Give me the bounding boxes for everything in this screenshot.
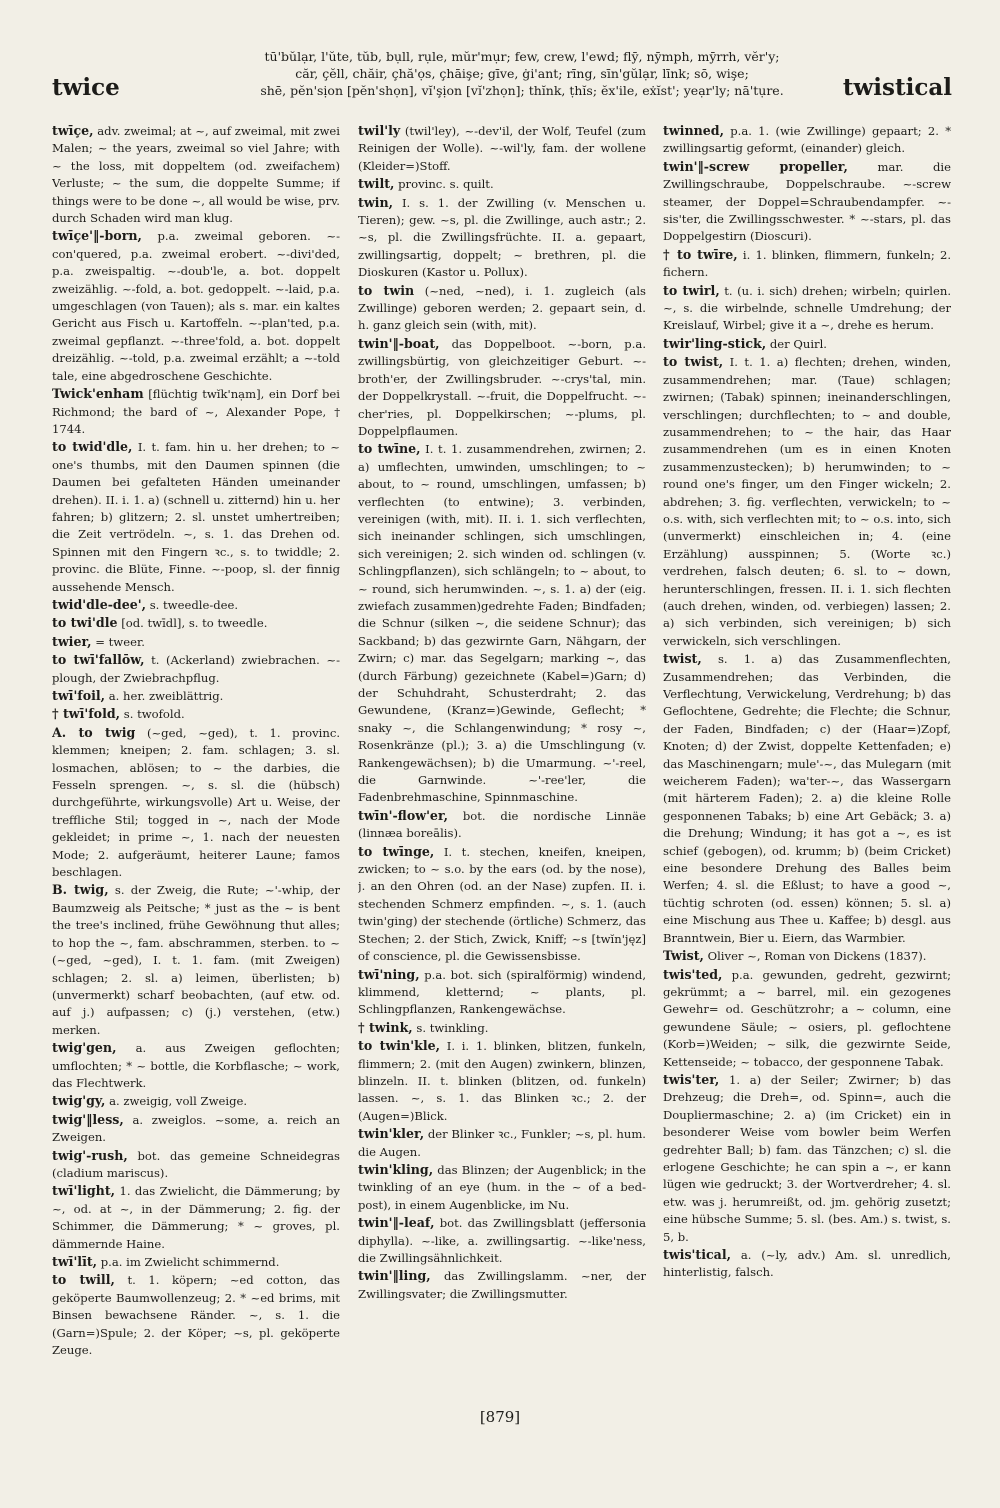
entry-text: (twil'ley), ~-dev'il, der Wolf, Teufel (zum Reinigen der Wolle). ~-wil'ly, fam. der wollene (Kleider=)Stoff. xyxy=(358,124,646,173)
headword: twid'dle-dee', xyxy=(52,596,147,612)
headword: twinned, xyxy=(663,123,724,138)
entry-text: a. zweigig, voll Zweige. xyxy=(109,1094,248,1109)
dictionary-entry xyxy=(358,1019,646,1037)
entry-text: I. t. 1. zusammendrehen, zwirnen; 2. a) umflechten, umwinden, umschlingen; to ~ about, to ~ round, umschlingen, umfassen; b) verflechten (to entwine); 3. verbinden, vereinigen (with, mit). II. i. 1. sich verflechten, sich ineinander schlingen, sich umschlingen, sich vereinigen; 2. sich winden od. schlingen (v. Schlingpflanzen), sich schlängeln; to ~ about, to ~ round, sich herumwinden. ~, s. 1. a) der (eig. zwiefach zusammen)gedrehte Faden; Bindfaden; die Schnur (silken ~, die seidene Schnur); das Sackband; b) das gezwirnte Garn, Nähgarn, der Zwirn; c) mar. das Segelgarn; marking ~, das (durch Färbung) gezeichnete (Kabel=)Garn; d) der Schuhdraht, Schusterdraht; 2. das Gewundene, (Kranz=)Gewinde, Geflecht; * snaky ~, die Schlangenwindung; * rosy ~, Rosenkränze (pl.); 3. a) die Umschlingung (v. Rankengewächsen); b) die Umarmung. ~'-reel, die Garnwinde. ~'-ree'ler, die Fadenbrehmaschine, Spinnmaschine. xyxy=(358,442,646,805)
headword: to twīnge, xyxy=(358,843,435,859)
dictionary-entry xyxy=(663,282,951,335)
entry-text: p.a. 1. (wie Zwillinge) gepaart; 2. * zwillingsartig geformt, (einander) gleich. xyxy=(663,124,951,156)
entry-text: bot. das Zwillingsblatt (jeffersonia diphylla). ~-like, a. zwillingsartig. ~-like'ness, die Zwillingsähnlichkeit. xyxy=(358,1216,646,1265)
dictionary-entry xyxy=(52,633,340,651)
entry-text: a. zweiglos. ~some, a. reich an Zweigen. xyxy=(52,1112,340,1145)
right-guide-word: twistical xyxy=(842,74,952,101)
entry-text: 1. a) der Seiler; Zwirner; b) das Drehzeug; die Dreh=, od. Spinn=, auch die Doupliermaschine; 2. a) (im Cricket) ein in besonderer Weise vom bowler beim Werfen gedrehter Ball; b) fam. das Tänzchen; c) sl. die erlogene Geschichte; he can spin a ~, er kann lügen wie gedruckt; 3. der Wortverdreher; 4. sl. etw. was j. herumreißt, od. jm. gehörig zusetzt; eine hübsche Summe; 5. sl. (bes. Am.) s. twist, s. 5, b. xyxy=(663,1072,951,1244)
headword: twig'gen, xyxy=(52,1040,117,1056)
dictionary-entry xyxy=(358,1125,646,1161)
entry-text: I. i. 1. blinken, blitzen, funkeln, flimmern; 2. (mit den Augen) zwinkern, blinzen, blinzeln. II. t. blinken (blitzen, od. funkeln) lassen. ~, s. 1. das Blinken ꝛc.; 2. der (Augen=)Blick. xyxy=(358,1039,646,1123)
headword: twin'kling, xyxy=(358,1161,434,1177)
headword: twī'līt, xyxy=(52,1254,98,1269)
dictionary-entry xyxy=(663,158,951,246)
dictionary-entry xyxy=(52,227,340,385)
pronunciation-key xyxy=(202,48,842,99)
headword: to twin'kle, xyxy=(358,1038,440,1054)
entry-text: p.a. im Zwielicht schimmernd. xyxy=(100,1255,280,1269)
entry-text: a. her. zweiblättrig. xyxy=(108,689,224,703)
headword: † twink, xyxy=(358,1019,413,1035)
dictionary-entry xyxy=(358,1037,646,1125)
pronunciation-key-line: shē, pĕn'sịon [pĕn'shọn], vĭ'şịon [vĭ'zhọn]; thĭnk, ṭhĭs; ĕx'ile, eẋĭst'; yeạr'ly; nā'tụre. xyxy=(260,83,784,98)
headword: to twirl, xyxy=(663,282,720,298)
entry-text: = tweer. xyxy=(95,634,145,649)
entry-text: der Quirl. xyxy=(769,336,827,351)
headword: to twin xyxy=(358,282,415,298)
headword: twis'tical, xyxy=(663,1247,731,1262)
dictionary-entry xyxy=(52,438,340,596)
headword: twī'foil, xyxy=(52,688,106,703)
dictionary-entry xyxy=(52,1039,340,1092)
entry-text: t. (u. i. sich) drehen; wirbeln; quirlen. ~, s. die wirbelnde, schnelle Umdrehung; der Kreislauf, Wirbel; give it a ~, drehe es herum. xyxy=(663,283,951,333)
headword: twin'‖-boat, xyxy=(358,335,440,351)
entry-text: s. 1. a) das Zusammenflechten, Zusammendrehen; das Verbinden, die Verflechtung, Verwickelung, Verdrehung; b) das Geflochtene, Gedrehte; die Flechte; die Schnur, der Faden, Bindfaden; c) der (Haar=)Zopf, Knoten; d) der Zwist, doppelte Kettenfaden; e) das Maschinengarn; mule'-~, das Mulegarn (mit weicherem Faden); wa'ter-~, das Wassergarn (mit härterem Faden); 2. a) die kleine Rolle gesponnenen Tabaks; b) eine Art Gebäck; 3. a) die Drehung; Windung; it has got a ~, es ist schief (gebogen), od. krumm; b) (beim Cricket) eine besondere Drehung des Balles beim Werfen; 4. sl. die Eßlust; to have a good ~, tüchtig schroten (od. essen) können; 5. sl. a) eine Mischung aus Thee u. Kaffee; b) desgl. aus Branntwein, Bier u. Eiern, das Warmbier. xyxy=(663,652,951,945)
page-header xyxy=(52,48,952,108)
headword: twīçe, xyxy=(52,123,94,138)
entry-text: p.a. zweimal geboren. ~-con'quered, p.a. zweimal erobert. ~-divi'ded, p.a. zweispaltig. ~-doub'le, a. bot. doppelt zweizählig. ~-fold, a. bot. gedoppelt. ~-laid, p.a. umgeschlagen (von Tauen); als s. mar. ein kaltes Gericht aus Fisch u. Kartoffeln. ~-plan'ted, p.a. zweimal gepflanzt. ~-three'fold, a. bot. doppelt dreizählig. ~-told, p.a. zweimal erzählt; a ~-told tale, eine abgedroschene Geschichte. xyxy=(52,229,340,383)
dictionary-entry xyxy=(663,1246,951,1282)
entry-text: das Zwillingslamm. ~ner, der Zwillingsvater; die Zwillingsmutter. xyxy=(358,1269,646,1301)
headword: twist, xyxy=(663,651,702,667)
headword: twir'ling-stick, xyxy=(663,335,767,351)
dictionary-entry xyxy=(358,1161,646,1214)
dictionary-entry xyxy=(663,966,951,1071)
entry-text: provinc. s. quilt. xyxy=(398,177,494,192)
headword: twin'‖ling, xyxy=(358,1268,431,1284)
entry-text: mar. die Zwillingschraube, Doppelschraube. ~-screw steamer, der Doppel=Schraubendampfer. ~-sis'ter, die Zwillingsschwester. * ~-stars, pl. das Doppelgestirn (Dioscuri). xyxy=(663,159,951,244)
headword: Twick'enham xyxy=(52,386,144,402)
dictionary-entry xyxy=(358,966,646,1019)
dictionary-entry xyxy=(52,724,340,882)
dictionary-entry xyxy=(663,122,951,158)
dictionary-entry xyxy=(52,596,340,614)
entry-text: s. twofold. xyxy=(123,707,185,722)
pronunciation-key-line: tū'bŭlạr, l'ŭte, tŭb, bụll, rụle, mŭr'mụr; few, crew, l'ewd; flȳ, nȳmph, mȳrrh, vĕr'y; xyxy=(264,49,780,64)
dictionary-entry xyxy=(663,650,951,947)
headword: to twi'dle xyxy=(52,615,118,631)
headword: twis'ted, xyxy=(663,966,723,982)
entry-text: [flüchtig twĭk'nạm], ein Dorf bei Richmond; the bard of ~, Alexander Pope, † 1744. xyxy=(52,387,340,436)
entry-text: p.a. gewunden, gedreht, gezwirnt; gekrümmt; a ~ barrel, mil. ein gezogenes Gewehr= od. Geschützrohr; a ~ column, eine gewundene Säule; ~ osiers, pl. geflochtene (Korb=)Weiden; ~ silk, die gezwirnte Seide, Kettenseide; ~ tobacco, der gesponnene Tabak. xyxy=(663,967,951,1069)
dictionary-entry xyxy=(663,335,951,353)
column-3 xyxy=(663,122,951,1402)
headword: twī'light, xyxy=(52,1183,116,1199)
entry-text: s. tweedle-dee. xyxy=(149,597,239,612)
headword: twin'‖-leaf, xyxy=(358,1215,435,1231)
entry-text: (~ned, ~ned), i. 1. zugleich (als Zwillinge) geboren werden; 2. gepaart sein, d. h. ganz gleich sein (with, mit). xyxy=(358,283,646,333)
dictionary-entry xyxy=(52,705,340,723)
dictionary-entry xyxy=(663,353,951,650)
headword: twis'ter, xyxy=(663,1071,720,1087)
entry-text: s. twinkling. xyxy=(416,1020,489,1035)
headword: twīçe'‖-born, xyxy=(52,228,142,244)
headword: twīn'-flow'er, xyxy=(358,807,449,823)
headword: to twist, xyxy=(663,354,724,370)
dictionary-entry xyxy=(52,1092,340,1110)
dictionary-entry xyxy=(52,1253,340,1271)
text-columns xyxy=(52,122,952,1402)
entry-text: bot. das gemeine Schneidegras (cladium mariscus). xyxy=(52,1148,340,1180)
entry-text: der Blinker ꝛc., Funkler; ~s, pl. hum. die Augen. xyxy=(358,1127,646,1159)
left-guide-word: twice xyxy=(52,74,120,101)
dictionary-entry xyxy=(358,175,646,193)
dictionary-entry xyxy=(358,194,646,282)
dictionary-entry xyxy=(358,843,646,966)
column-1 xyxy=(52,122,340,1402)
dictionary-entry xyxy=(358,122,646,175)
entry-text: [od. twīdl], s. to tweedle. xyxy=(121,616,268,631)
dictionary-entry xyxy=(52,1147,340,1183)
headword: to twill, xyxy=(52,1272,115,1288)
entry-text: t. 1. köpern; ~ed cotton, das geköperte Baumwollenzeug; 2. * ~ed brims, mit Binsen bewachsene Ränder. ~, s. 1. die (Garn=)Spule; 2. der Köper; ~s, pl. geköperte Zeuge. xyxy=(52,1273,340,1358)
dictionary-entry xyxy=(52,1111,340,1147)
dictionary-entry xyxy=(358,1267,646,1303)
entry-text: t. (Ackerland) zwiebrachen. ~-plough, der Zwiebrachpflug. xyxy=(52,653,340,685)
entry-text: das Blinzen; der Augenblick; in the twinkling of an eye (hum. in the ~ of a bed-post), in einem Augenblicke, im Nu. xyxy=(358,1162,646,1212)
dictionary-entry xyxy=(52,881,340,1039)
entry-text: Oliver ~, Roman von Dickens (1837). xyxy=(707,949,927,964)
entry-text: I. t. fam. hin u. her drehen; to ~ one's thumbs, mit den Daumen spinnen (die Daumen bei gefalteten Händen umeinander drehen). II. i. 1. a) (schnell u. zitternd) hin u. her fahren; b) glitzern; 2. sl. unstet umhertreiben; die Zeit vertrödeln. ~, s. 1. das Drehen od. Spinnen mit den Fingern ꝛc., s. to twiddle; 2. provinc. die Blüte, Finne. ~-poop, sl. der finnig aussehende Mensch. xyxy=(52,440,340,594)
headword: twig'‖less, xyxy=(52,1111,124,1127)
headword: B. twig, xyxy=(52,882,109,898)
headword: twin'kler, xyxy=(358,1126,425,1142)
dictionary-entry xyxy=(358,807,646,843)
entry-text: I. s. 1. der Zwilling (v. Menschen u. Tieren); gew. ~s, pl. die Zwillinge, auch astr.; 2. ~s, pl. die Zwillingsfrüchte. II. a. gepaart, zwillingsartig, doppelt; ~ brethren, pl. die Dioskuren (Kastor u. Pollux). xyxy=(358,195,646,280)
headword: twier, xyxy=(52,633,92,649)
entry-text: s. der Zweig, die Rute; ~'-whip, der Baumzweig als Peitsche; * just as the ~ is bent the tree's inclined, frühe Gewöhnung thut alles; to hop the ~, fam. abschrammen, sterben. to ~ (~ged, ~ged), I. t. 1. fam. (mit Zweigen) schlagen; 2. sl. a) leimen, überlisten; b) (unvermerkt) scharf beobachten, (auf etw. od. auf j.) aufpassen; c) (j.) verstehen, (etw.) merken. xyxy=(52,883,340,1037)
entry-text: a. aus Zweigen geflochten; umflochten; * ~ bottle, die Korbflasche; ~ work, das Flechtwerk. xyxy=(52,1041,340,1090)
headword: Twist, xyxy=(663,948,704,964)
dictionary-entry xyxy=(52,1271,340,1359)
dictionary-entry xyxy=(358,440,646,807)
headword: to twīne, xyxy=(358,441,421,457)
dictionary-entry xyxy=(358,1214,646,1267)
dictionary-entry xyxy=(358,335,646,440)
entry-text: i. 1. blinken, flimmern, funkeln; 2. fichern. xyxy=(663,247,951,280)
headword: twin'‖-screw propeller, xyxy=(663,158,848,174)
dictionary-entry xyxy=(358,282,646,335)
entry-text: a. (~ly, adv.) Am. sl. unredlich, hinterlistig, falsch. xyxy=(663,1248,951,1280)
entry-text: adv. zweimal; at ~, auf zweimal, mit zwei Malen; ~ the years, zweimal so viel Jahre; with ~ the loss, mit doppeltem (od. zweifachem) Verluste; ~ the sum, die doppelte Summe; if things were to be done ~, all would be wise, prv. durch Schaden wird man klug. xyxy=(52,124,340,226)
dictionary-entry xyxy=(52,385,340,438)
headword: † twī'fold, xyxy=(52,706,121,722)
column-2 xyxy=(358,122,646,1402)
pronunciation-key-line: căr, çĕll, chăir, çhă'ọs, çhāişe; gīve, ġi'ant; rīng, sīn'gŭlạr, līnk; sō, wişe; xyxy=(295,66,749,81)
dictionary-entry xyxy=(663,1071,951,1246)
page-number: [879] xyxy=(479,1408,521,1426)
dictionary-entry xyxy=(52,651,340,687)
entry-text: (~ged, ~ged), t. 1. provinc. klemmen; kneipen; 2. fam. schlagen; 3. sl. losmachen, ablösen; to ~ the darbies, die Fesseln sprengen. ~, s. sl. die (hübsch) durchgeführte, wirkungsvolle) Art u. Weise, der treffliche Stil; togged in ~, nach der Mode gekleidet; in prime ~, 1. nach der neuesten Mode; 2. aufgeräumt, heiterer Laune; famos beschlagen. xyxy=(52,725,340,880)
headword: twig'gy, xyxy=(52,1093,106,1109)
headword: twig'-rush, xyxy=(52,1147,128,1163)
headword: twin, xyxy=(358,194,393,210)
headword: † to twīre, xyxy=(663,246,738,262)
entry-text: I. t. stechen, kneifen, kneipen, zwicken; to ~ s.o. by the ears (od. by the nose), j. an den Ohren (od. an der Nase) zupfen. II. i. stechenden Schmerz empfinden. ~, s. 1. (auch twin'ging) der stechende (örtliche) Schmerz, das Stechen; 2. der Stich, Zwick, Kniff; ~s [twĭn'jęz] of conscience, pl. die Gewissensbisse. xyxy=(358,844,646,964)
dictionary-entry xyxy=(52,614,340,632)
headword: A. to twig xyxy=(52,724,136,740)
dictionary-entry xyxy=(663,947,951,965)
headword: twilt, xyxy=(358,176,395,192)
entry-text: p.a. bot. sich (spiralförmig) windend, klimmend, kletternd; ~ plants, pl. Schlingpflanzen, Rankengewächse. xyxy=(358,967,646,1017)
entry-text: 1. das Zwielicht, die Dämmerung; by ~, od. at ~, in der Dämmerung; 2. fig. der Schimmer, die Dämmerung; * ~ groves, pl. dämmernde Haine. xyxy=(52,1184,340,1251)
headword: to twī'fallōw, xyxy=(52,652,145,668)
dictionary-entry xyxy=(52,687,340,705)
dictionary-entry xyxy=(663,246,951,282)
entry-text: das Doppelboot. ~-born, p.a. zwillingsbürtig, von gleichzeitiger Geburt. ~-broth'er, der Zwillingsbruder. ~-crys'tal, min. der Doppelkrystall. ~-fruit, die Doppelfrucht. ~-cher'ries, pl. Doppelkirschen; ~-plums, pl. Doppelpflaumen. xyxy=(358,336,646,438)
entry-text: I. t. 1. a) flechten; drehen, winden, zusammendrehen; mar. (Taue) schlagen; zwirnen; (Tabak) spinnen; ineinanderschlingen, verschlingen; durchflechten; to ~ and double, zusammendrehen; to ~ the hair, das Haar zusammendrehen (um es in einen Knoten zusammenzustecken); b) herumwinden; to ~ round one's finger, um den Finger wickeln; 2. abdrehen; 3. fig. verflechten, verwickeln; to ~ o.s. with, sich verflechten mit; to ~ o.s. into, sich (unvermerkt) einschleichen in; 4. (eine Erzählung) ausspinnen; 5. (Worte ꝛc.) verdrehen, falsch deuten; 6. sl. to ~ down, herunterschlingen, fressen. II. i. 1. sich flechten (auch drehen, winden, od. verbiegen) lassen; 2. a) sich verbinden, sich vereinigen; b) sich verwickeln, sich verschlingen. xyxy=(663,355,951,648)
headword: twī'ning, xyxy=(358,966,420,982)
entry-text: bot. die nordische Linnäe (linnæa boreālis). xyxy=(358,808,646,841)
headword: twil'ly xyxy=(358,123,401,138)
headword: to twid'dle, xyxy=(52,439,133,455)
dictionary-entry xyxy=(52,1182,340,1253)
dictionary-entry xyxy=(52,122,340,227)
